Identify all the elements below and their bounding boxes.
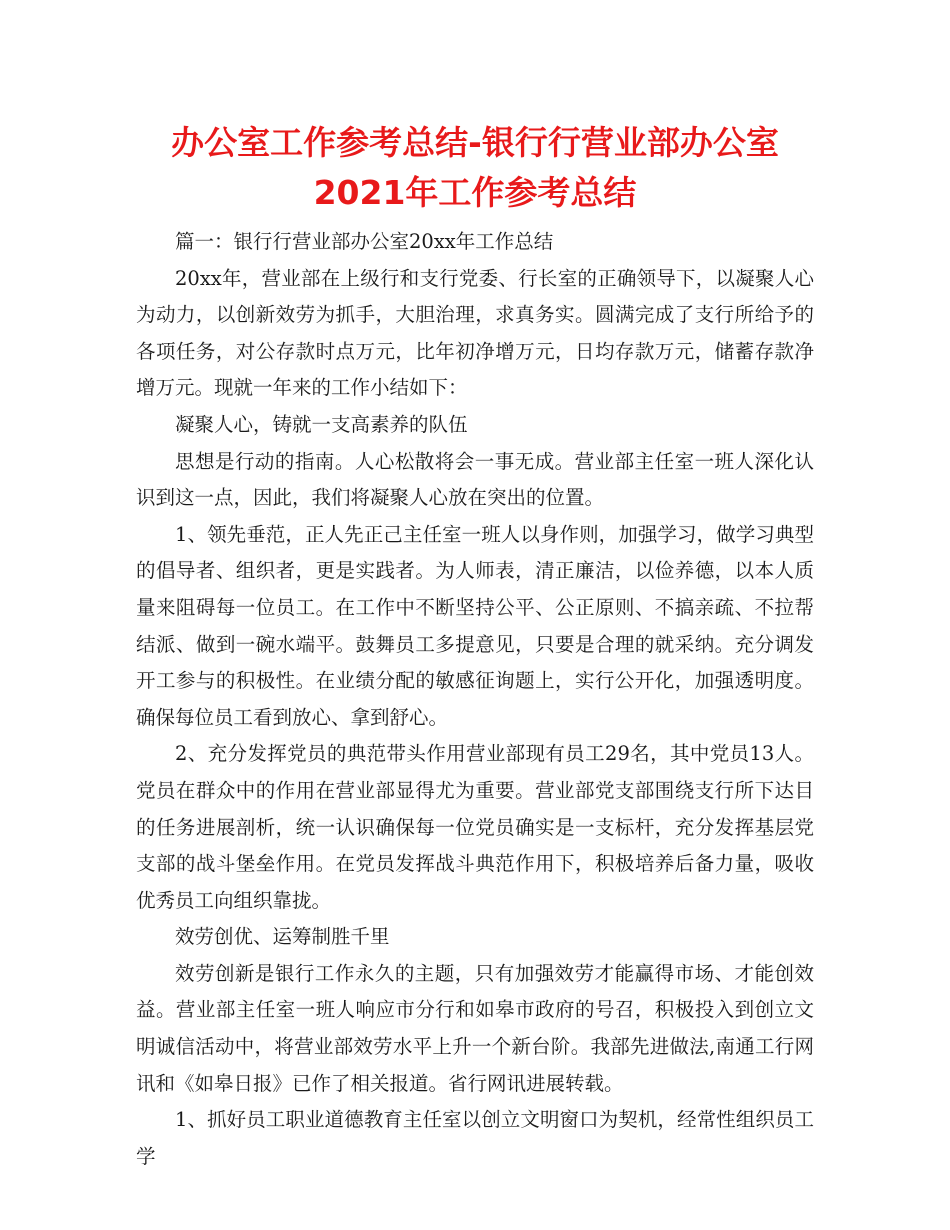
paragraph-item-1-ethics: 1、抓好员工职业道德教育主任室以创立文明窗口为契机，经常性组织员工学 xyxy=(136,1108,814,1168)
paragraph-service-innovation: 效劳创新是银行工作永久的主题，只有加强效劳才能赢得市场、才能创效益。营业部主任室一班人响应市分行和如皋市政府的号召，积极投入到创立文明诚信活动中，将营业部效劳水平上升一个新台阶。我部先进做法,南通工行网讯和《如皋日报》已作了相关报道。省行网讯进展转载。 xyxy=(136,961,814,1095)
paragraph-section-heading: 篇一：银行行营业部办公室20xx年工作总结 xyxy=(175,230,554,253)
paragraph-subheading-service: 效劳创优、运筹制胜千里 xyxy=(175,925,390,949)
paragraph-item-2-party: 2、充分发挥党员的典范带头作用营业部现有员工29名，其中党员13人。党员在群众中的作用在营业部显得尤为重要。营业部党支部围绕支行所下达目的任务进展剖析，统一认识确保每一位党员确实是一支标杆，充分发挥基层党支部的战斗堡垒作用。在党员发挥战斗典范作用下，积极培养后备力量，吸收优秀员工向组织靠拢。 xyxy=(136,742,814,912)
document-title: 办公室工作参考总结-银行行营业部办公室2021年工作参考总结 xyxy=(171,123,779,212)
paragraph-item-1-lead: 1、领先垂范，正人先正己主任室一班人以身作则，加强学习，做学习典型的倡导者、组织者，更是实践者。为人师表，清正廉洁，以俭养德，以本人质量来阻碍每一位员工。在工作中不断坚持公平、公正原则、不搞亲疏、不拉帮结派、做到一碗水端平。鼓舞员工多提意见，只要是合理的就采纳。充分调发开工参与的积极性。在业绩分配的敏感征询题上，实行公开化，加强透明度。确保每位员工看到放心、拿到舒心。 xyxy=(136,522,814,729)
paragraph-subheading-unity: 凝聚人心，铸就一支高素养的队伍 xyxy=(175,412,468,436)
document-body xyxy=(136,224,814,1175)
paragraph-intro: 20xx年，营业部在上级行和支行党委、行长室的正确领导下，以凝聚人心为动力，以创新效劳为抓手，大胆治理，求真务实。圆满完成了支行所给予的各项任务，对公存款时点万元，比年初净增万元，日均存款万元，储蓄存款净增万元。现就一年来的工作小结如下： xyxy=(136,266,814,400)
paragraph-thought: 思想是行动的指南。人心松散将会一事无成。营业部主任室一班人深化认识到这一点，因此，我们将凝聚人心放在突出的位置。 xyxy=(136,449,814,510)
